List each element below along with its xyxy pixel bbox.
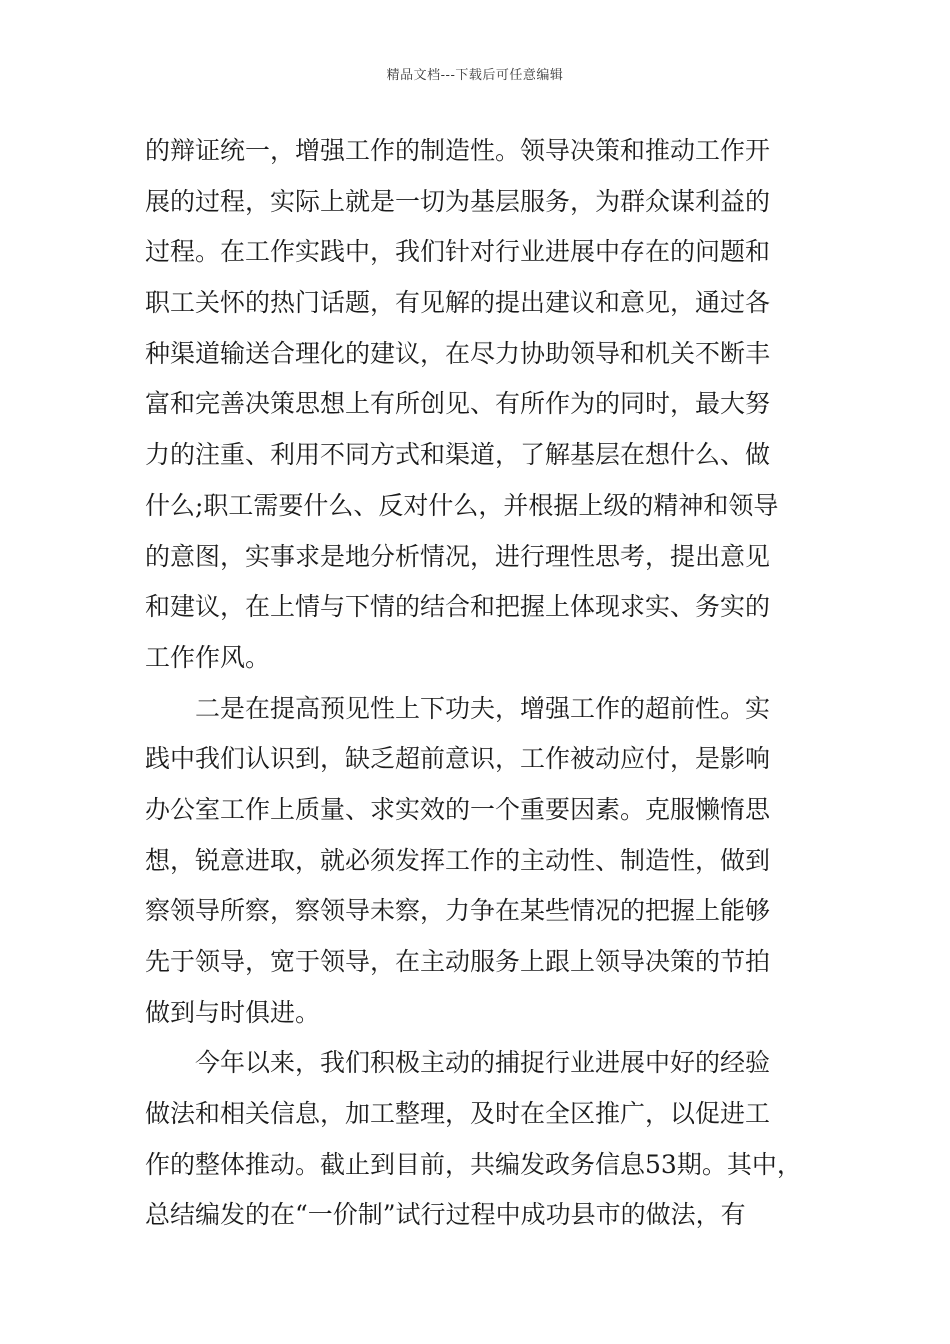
text-line: 职工关怀的热门话题，有见解的提出建议和意见，通过各	[145, 288, 771, 318]
text-line: 富和完善决策思想上有所创见、有所作为的同时，最大努	[145, 389, 771, 419]
text-line: 种渠道输送合理化的建议，在尽力协助领导和机关不断丰	[145, 338, 771, 368]
text-line: 办公室工作上质量、求实效的一个重要因素。克服懒惰思	[145, 794, 771, 824]
text-line: 作的整体推动。截止到目前，共编发政务信息53期。其中，	[145, 1149, 802, 1179]
text-line: 总结编发的在“一价制”试行过程中成功县市的做法，有	[145, 1200, 746, 1230]
text-line: 的意图，实事求是地分析情况，进行理性思考，提出意见	[145, 541, 771, 571]
text-line: 过程。在工作实践中，我们针对行业进展中存在的问题和	[145, 237, 771, 267]
text-line: 什么;职工需要什么、反对什么，并根据上级的精神和领导	[145, 490, 779, 520]
text-line: 和建议，在上情与下情的结合和把握上体现求实、务实的	[145, 592, 771, 622]
page-header: 精品文档---下载后可任意编辑	[386, 68, 564, 83]
text-line: 践中我们认识到，缺乏超前意识，工作被动应付，是影响	[145, 744, 771, 774]
text-line: 的辩证统一，增强工作的制造性。领导决策和推动工作开	[145, 136, 771, 165]
text-line: 察领导所察，察领导未察，力争在某些情况的把握上能够	[145, 896, 771, 926]
text-line: 工作作风。	[145, 642, 271, 672]
paragraph-first-line: 二是在提高预见性上下功夫，增强工作的超前性。实	[195, 693, 771, 723]
text-line: 做法和相关信息，加工整理，及时在全区推广，以促进工	[145, 1099, 771, 1129]
document-body	[145, 126, 815, 1241]
text-line: 先于领导，宽于领导，在主动服务上跟上领导决策的节拍	[145, 947, 771, 976]
text-line: 想，锐意进取，就必须发挥工作的主动性、制造性，做到	[145, 845, 771, 875]
text-line: 力的注重、利用不同方式和渠道，了解基层在想什么、做	[145, 440, 771, 470]
paragraph-first-line: 今年以来，我们积极主动的捕捉行业进展中好的经验	[195, 1048, 771, 1078]
text-line: 展的过程，实际上就是一切为基层服务，为群众谋利益的	[145, 186, 771, 216]
text-line: 做到与时俱进。	[145, 997, 321, 1027]
